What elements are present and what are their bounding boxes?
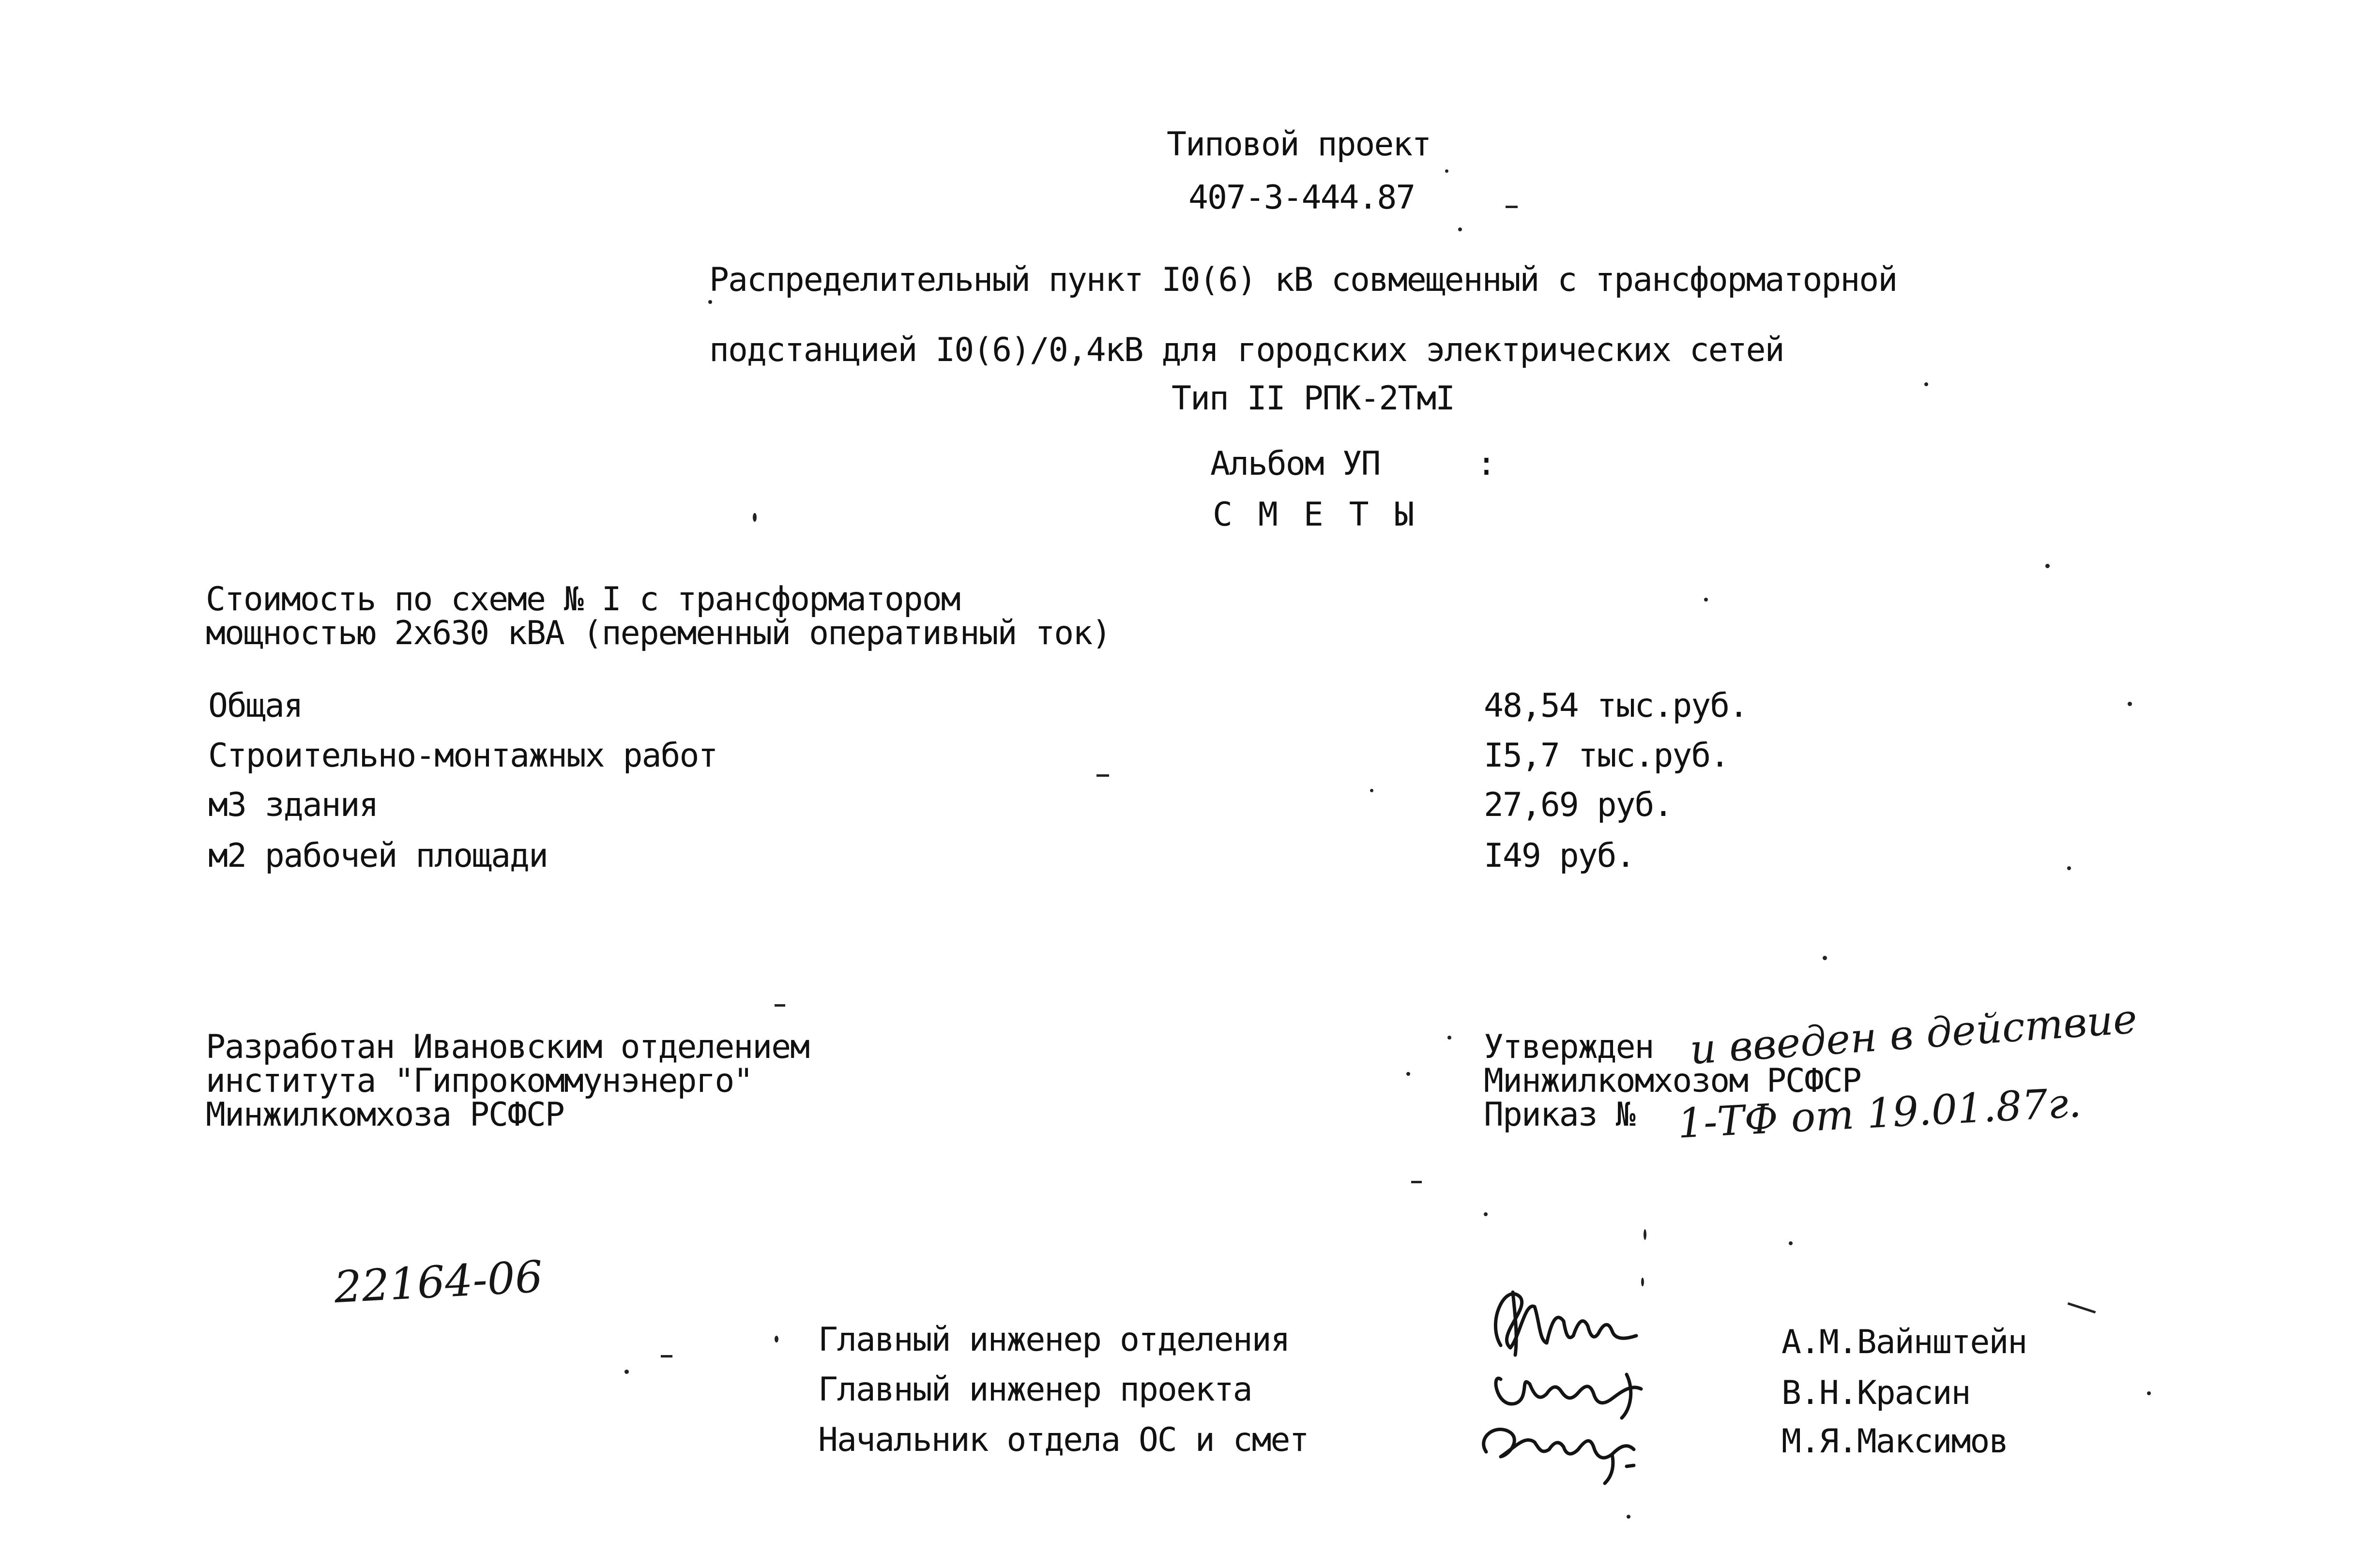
signatory-position: Главный инженер отделения [818, 1321, 1290, 1359]
signatory-position: Главный инженер проекта [818, 1371, 1252, 1409]
developer-line-1: Разработан Ивановским отделением [206, 1028, 809, 1066]
title-line-1: Распределительный пункт I0(6) кВ совмещенный с трансформаторной [709, 261, 1897, 299]
cost-row-label: м2 рабочей площади [208, 837, 548, 875]
scan-speck [775, 1336, 778, 1342]
approval-handwritten-3: 1-ТФ от 19.01.87г. [1676, 1079, 2083, 1147]
scan-speck [1445, 169, 1448, 173]
scan-speck [1644, 1229, 1646, 1240]
approval-line-3: Приказ № [1484, 1096, 1635, 1134]
scan-dash [1096, 774, 1109, 777]
scan-speck [1458, 227, 1462, 231]
type-line: Тип II РПК-2ТмI [1172, 379, 1455, 418]
scan-dash [661, 1355, 672, 1357]
signatory-name: А.М.Вайнштейн [1781, 1323, 2027, 1361]
scan-speck [1484, 1212, 1488, 1216]
scan-dash [1411, 1181, 1422, 1183]
scan-speck [1447, 1036, 1451, 1040]
scan-speck [2147, 1391, 2151, 1395]
cost-row-value: I5,7 тыс.руб. [1484, 737, 1729, 775]
developer-line-3: Минжилкомхоза РСФСР [206, 1096, 564, 1134]
cost-row-value: 27,69 руб. [1484, 786, 1673, 824]
scan-speck [708, 300, 712, 304]
album-label: Альбом УП [1210, 445, 1380, 483]
scan-speck [1627, 1515, 1630, 1519]
scan-speck [2067, 866, 2071, 870]
scan-speck [753, 513, 757, 522]
signatory-name: М.Я.Максимов [1781, 1422, 2008, 1461]
cost-row-label: Строительно-монтажных работ [208, 737, 717, 775]
cost-heading-line-1: Стоимость по схеме № I с трансформатором [206, 580, 960, 618]
scan-speck [1704, 598, 1708, 602]
cost-row-label: м3 здания [208, 786, 378, 824]
scan-dash [1506, 206, 1518, 208]
scan-dash [775, 1004, 785, 1007]
scan-speck [2045, 564, 2050, 568]
scan-dash [2068, 1302, 2096, 1313]
scan-speck [1406, 1072, 1410, 1076]
cost-row-value: 48,54 тыс.руб. [1484, 687, 1748, 725]
signatures-image [1467, 1263, 1757, 1495]
album-mark: : [1477, 445, 1495, 483]
cost-row-label: Общая [208, 687, 303, 725]
scan-speck [1789, 1241, 1793, 1245]
cost-row-value: I49 руб. [1484, 837, 1635, 875]
project-number: 407-3-444.87 [1188, 179, 1415, 217]
scan-speck [2128, 702, 2132, 706]
project-type: Типовой проект [1167, 125, 1431, 164]
scan-speck [1370, 789, 1373, 792]
signatory-name: В.Н.Красин [1781, 1374, 1970, 1412]
title-line-2: подстанцией I0(6)/0,4кВ для городских электрических сетей [709, 331, 1784, 369]
inventory-number: 22164-06 [333, 1251, 544, 1313]
scan-speck [1823, 956, 1827, 960]
section-title: С М Е Т Ы [1213, 496, 1417, 534]
approval-line-2: Минжилкомхозом РСФСР [1484, 1062, 1861, 1100]
signatory-position: Начальник отдела ОС и смет [818, 1421, 1309, 1459]
cost-heading-line-2: мощностью 2х630 кВА (переменный оперативный ток) [206, 614, 1111, 652]
scan-speck [1924, 382, 1928, 386]
developer-line-2: института "Гипрокоммунэнерго" [206, 1062, 753, 1100]
scan-speck [1641, 1278, 1644, 1286]
scan-speck [624, 1370, 629, 1374]
approval-handwritten-1: и введен в действие [1688, 995, 2139, 1074]
approval-line-1: Утвержден [1484, 1028, 1654, 1066]
